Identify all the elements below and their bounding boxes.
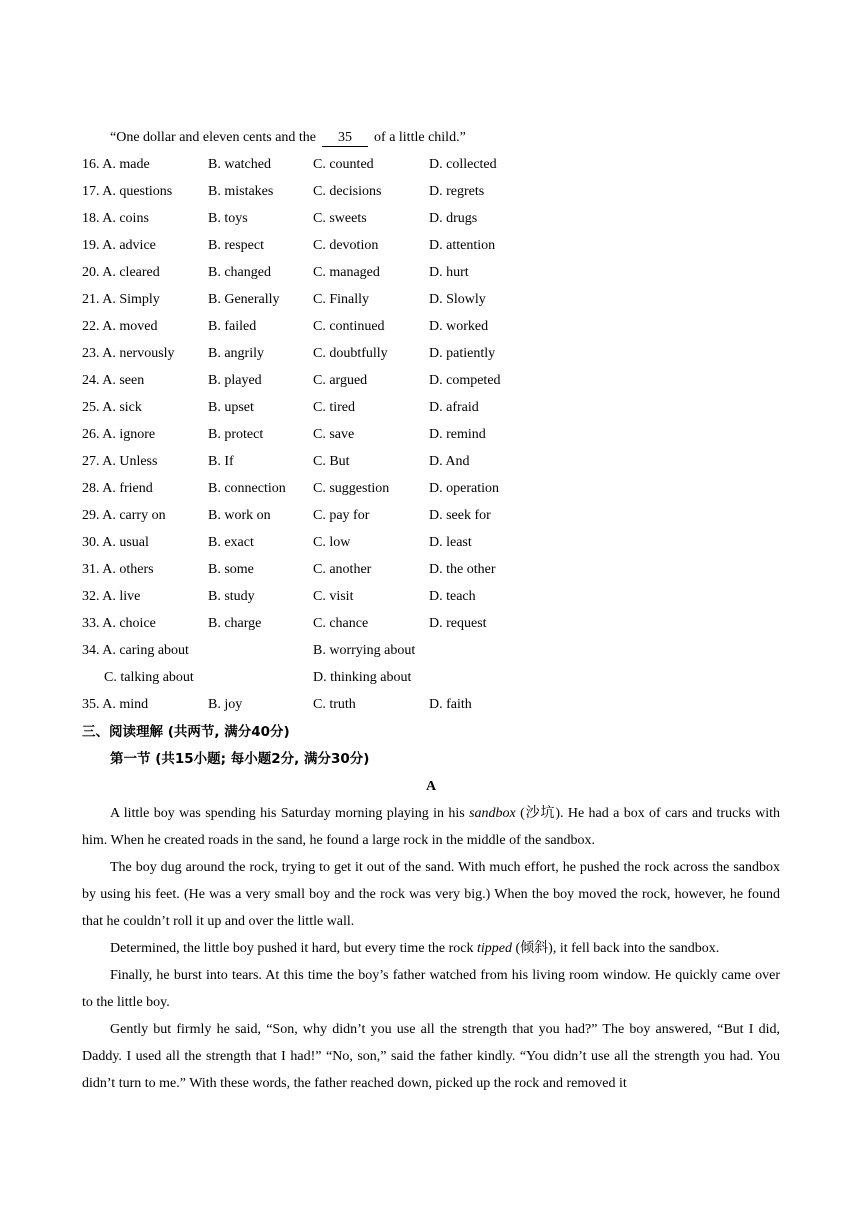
option-b: B. upset bbox=[208, 400, 254, 415]
option-b: B. failed bbox=[208, 319, 257, 334]
option-c: C. managed bbox=[313, 265, 380, 280]
question-number: 33. bbox=[82, 616, 100, 631]
option-a-text: A. sick bbox=[102, 400, 142, 415]
option-c: C. sweets bbox=[313, 211, 367, 226]
option-d: D. And bbox=[429, 454, 470, 469]
option-c: C. pay for bbox=[313, 508, 370, 523]
option-b: B. connection bbox=[208, 481, 286, 496]
paragraph-text: (沙坑). He had a box of cars and trucks with him. When he created roads in the sand, he found a large rock in the middle of the sandbox. bbox=[82, 806, 781, 848]
option-a bbox=[82, 533, 149, 553]
option-a-text: A. cleared bbox=[102, 265, 160, 280]
question-number: 19. bbox=[82, 238, 100, 253]
question-number: 22. bbox=[82, 319, 100, 334]
option-a-text: A. friend bbox=[102, 481, 153, 496]
option-a bbox=[82, 344, 175, 364]
question-number: 16. bbox=[82, 157, 100, 172]
italic-term: sandbox bbox=[469, 806, 516, 821]
option-a-text: A. others bbox=[102, 562, 154, 577]
question-number: 31. bbox=[82, 562, 100, 577]
passage-paragraph-5: Gently but firmly he said, “Son, why didn’t you use all the strength that you had?” The boy answered, “But I did, Daddy. I used all the strength that I had!” “No, son,” said the father kindly. “You didn’t use all the strength you had. You didn’t turn to me.” With these words, the father reached down, picked up the rock and removed it bbox=[82, 1022, 780, 1091]
question-number: 18. bbox=[82, 211, 100, 226]
option-a bbox=[82, 209, 149, 229]
option-b: B. angrily bbox=[208, 346, 264, 361]
option-c: C. argued bbox=[313, 373, 368, 388]
option-d: D. collected bbox=[429, 157, 497, 172]
option-d: D. teach bbox=[429, 589, 476, 604]
option-a bbox=[82, 695, 148, 715]
option-a-text: A. live bbox=[102, 589, 141, 604]
option-b: B. some bbox=[208, 562, 254, 577]
option-c: C. talking about bbox=[104, 670, 194, 685]
option-a-text: A. moved bbox=[102, 319, 158, 334]
option-a-text: A. nervously bbox=[102, 346, 175, 361]
option-c: C. chance bbox=[313, 616, 369, 631]
option-a bbox=[82, 290, 160, 310]
option-b: B. changed bbox=[208, 265, 271, 280]
option-a-text: A. made bbox=[102, 157, 150, 172]
passage-paragraph-3 bbox=[82, 935, 780, 962]
option-c: C. save bbox=[313, 427, 355, 442]
option-b: B. charge bbox=[208, 616, 262, 631]
section-title: 三、阅读理解 (共两节, 满分40分) bbox=[82, 724, 290, 740]
paragraph-text: (倾斜), it fell back into the sandbox. bbox=[512, 941, 720, 956]
option-a bbox=[82, 506, 166, 526]
question-number: 30. bbox=[82, 535, 100, 550]
option-c: C. tired bbox=[313, 400, 355, 415]
option-d: D. least bbox=[429, 535, 472, 550]
question-number: 20. bbox=[82, 265, 100, 280]
passage-paragraph-4: Finally, he burst into tears. At this time the boy’s father watched from his living room window. He quickly came over to the little boy. bbox=[82, 968, 780, 1010]
option-b: B. work on bbox=[208, 508, 271, 523]
option-a-text: A. questions bbox=[102, 184, 173, 199]
option-c: C. doubtfully bbox=[313, 346, 388, 361]
option-a bbox=[82, 479, 153, 499]
option-d: D. drugs bbox=[429, 211, 478, 226]
option-d: D. remind bbox=[429, 427, 486, 442]
answer-blank: 35 bbox=[322, 130, 368, 147]
option-a bbox=[82, 425, 155, 445]
option-a-text: A. mind bbox=[102, 697, 149, 712]
option-a-text: A. usual bbox=[102, 535, 149, 550]
option-c: C. low bbox=[313, 535, 351, 550]
option-c: C. another bbox=[313, 562, 372, 577]
question-number: 32. bbox=[82, 589, 100, 604]
lead-text-after: of a little child.” bbox=[374, 130, 466, 145]
question-number: 26. bbox=[82, 427, 100, 442]
option-c: C. But bbox=[313, 454, 350, 469]
option-b: B. study bbox=[208, 589, 255, 604]
option-d: D. operation bbox=[429, 481, 499, 496]
option-a-text: A. Unless bbox=[102, 454, 158, 469]
option-c: C. devotion bbox=[313, 238, 379, 253]
option-c: C. Finally bbox=[313, 292, 370, 307]
option-d: D. thinking about bbox=[313, 670, 412, 685]
option-c: C. counted bbox=[313, 157, 374, 172]
option-a-text: A. caring about bbox=[102, 643, 189, 658]
question-number: 34. bbox=[82, 643, 100, 658]
option-a bbox=[82, 236, 156, 256]
option-a bbox=[82, 317, 157, 337]
option-d: D. patiently bbox=[429, 346, 496, 361]
lead-line bbox=[110, 128, 466, 148]
option-d: D. hurt bbox=[429, 265, 469, 280]
question-number: 23. bbox=[82, 346, 100, 361]
option-d: D. Slowly bbox=[429, 292, 486, 307]
option-a bbox=[82, 371, 144, 391]
passage-label: A bbox=[425, 779, 437, 794]
option-b: B. watched bbox=[208, 157, 271, 172]
option-a-text: A. ignore bbox=[102, 427, 156, 442]
option-a bbox=[82, 398, 142, 418]
question-number: 24. bbox=[82, 373, 100, 388]
option-c: C. continued bbox=[313, 319, 385, 334]
option-a bbox=[82, 587, 140, 607]
option-a-text: A. Simply bbox=[102, 292, 160, 307]
option-c: C. visit bbox=[313, 589, 354, 604]
option-d: D. faith bbox=[429, 697, 472, 712]
option-d: D. attention bbox=[429, 238, 496, 253]
option-a bbox=[82, 614, 156, 634]
option-d: D. competed bbox=[429, 373, 501, 388]
option-a bbox=[82, 641, 189, 661]
option-a-text: A. choice bbox=[102, 616, 156, 631]
option-a bbox=[82, 560, 154, 580]
question-number: 17. bbox=[82, 184, 100, 199]
question-number: 29. bbox=[82, 508, 100, 523]
option-d: D. worked bbox=[429, 319, 489, 334]
question-number: 35. bbox=[82, 697, 100, 712]
italic-term: tipped bbox=[477, 941, 513, 956]
option-b: B. played bbox=[208, 373, 262, 388]
paragraph-text: A little boy was spending his Saturday morning playing in his bbox=[110, 806, 470, 821]
option-a bbox=[82, 452, 157, 472]
passage-paragraph-1 bbox=[82, 800, 780, 854]
subsection-title: 第一节 (共15小题; 每小题2分, 满分30分) bbox=[110, 751, 370, 767]
option-a-text: A. carry on bbox=[102, 508, 166, 523]
option-d: D. regrets bbox=[429, 184, 485, 199]
option-d: D. request bbox=[429, 616, 487, 631]
option-a-text: A. advice bbox=[102, 238, 156, 253]
option-b: B. toys bbox=[208, 211, 248, 226]
option-a-text: A. seen bbox=[102, 373, 145, 388]
option-b: B. worrying about bbox=[313, 643, 416, 658]
question-number: 21. bbox=[82, 292, 100, 307]
option-c: C. decisions bbox=[313, 184, 382, 199]
option-a-text: A. coins bbox=[102, 211, 149, 226]
option-d: D. seek for bbox=[429, 508, 491, 523]
option-d: D. afraid bbox=[429, 400, 479, 415]
option-b: B. joy bbox=[208, 697, 243, 712]
option-b: B. Generally bbox=[208, 292, 280, 307]
question-number: 25. bbox=[82, 400, 100, 415]
option-d: D. the other bbox=[429, 562, 496, 577]
option-a bbox=[82, 155, 150, 175]
lead-text-before: “One dollar and eleven cents and the bbox=[110, 130, 317, 145]
question-number: 27. bbox=[82, 454, 100, 469]
option-b: B. protect bbox=[208, 427, 264, 442]
option-a bbox=[82, 263, 160, 283]
option-b: B. If bbox=[208, 454, 234, 469]
option-b: B. exact bbox=[208, 535, 254, 550]
passage-paragraph-2: The boy dug around the rock, trying to get it out of the sand. With much effort, he pushed the rock across the sandbox by using his feet. (He was a very small boy and the rock was very big.) When the boy moved the rock, however, he found that he couldn’t roll it up and over the little wall. bbox=[82, 860, 780, 929]
paragraph-text: Determined, the little boy pushed it hard, but every time the rock bbox=[110, 941, 478, 956]
option-c: C. truth bbox=[313, 697, 356, 712]
option-a bbox=[82, 182, 172, 202]
option-b: B. respect bbox=[208, 238, 264, 253]
option-c: C. suggestion bbox=[313, 481, 390, 496]
option-b: B. mistakes bbox=[208, 184, 274, 199]
question-number: 28. bbox=[82, 481, 100, 496]
